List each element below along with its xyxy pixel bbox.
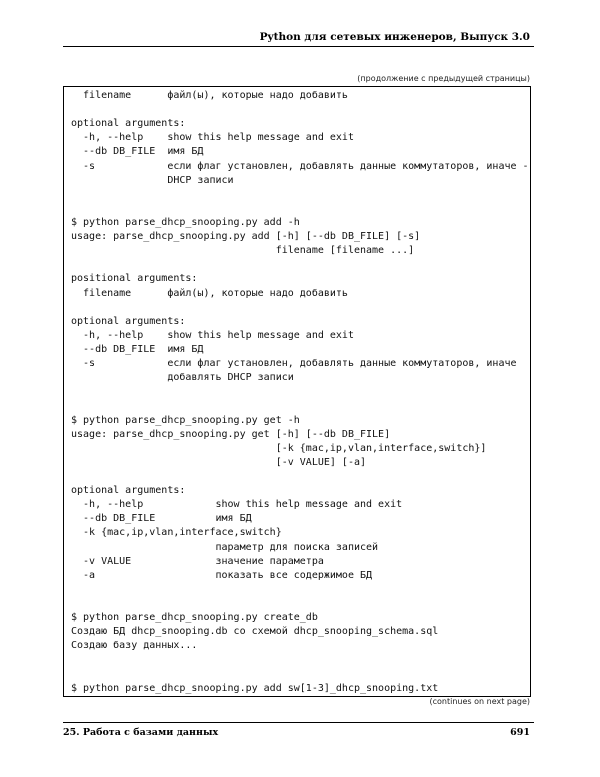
page-number: 691 — [510, 727, 530, 738]
header-rule — [63, 46, 534, 47]
code-line: --db DB_FILE имя БД — [71, 343, 204, 355]
code-line: -h, --help show this help message and exit — [71, 132, 354, 144]
code-line — [71, 202, 529, 216]
code-line — [71, 258, 529, 272]
code-line: optional arguments: — [71, 315, 186, 327]
code-line: -h, --help show this help message and exit — [71, 329, 354, 341]
code-line: добавлять DHCP записи — [71, 372, 294, 384]
code-line: -v VALUE значение параметра — [71, 555, 324, 567]
code-line: $ python parse_dhcp_snooping.py add -h — [71, 216, 300, 228]
code-line: -h, --help show this help message and exit — [71, 499, 403, 511]
code-line: filename [filename ...] — [71, 245, 415, 257]
code-line — [71, 597, 529, 611]
code-line — [71, 301, 529, 315]
code-line: usage: parse_dhcp_snooping.py add [-h] [--db DB_FILE] [-s] — [71, 231, 421, 243]
code-listing — [71, 89, 529, 696]
code-line: параметр для поиска записей — [71, 541, 379, 553]
code-line: Создаю БД dhcp_snooping.db со схемой dhcp_snooping_schema.sql — [71, 626, 439, 638]
code-line: DHCP записи — [71, 174, 234, 186]
code-line: --db DB_FILE имя БД — [71, 146, 204, 158]
footer-chapter: 25. Работа с базами данных — [63, 727, 219, 738]
code-line — [71, 103, 529, 117]
code-line — [71, 385, 529, 399]
continued-from-note: (продолжение с предыдущей страницы) — [357, 74, 530, 83]
code-line: [-v VALUE] [-a] — [71, 456, 367, 468]
continues-note: (continues on next page) — [429, 697, 530, 706]
code-line — [71, 188, 529, 202]
code-line: filename файл(ы), которые надо добавить — [71, 90, 348, 101]
code-line: [-k {mac,ip,vlan,interface,switch}] — [71, 442, 487, 454]
code-line: filename файл(ы), которые надо добавить — [71, 287, 348, 299]
code-line — [71, 470, 529, 484]
code-line — [71, 399, 529, 413]
code-line: -s если флаг установлен, добавлять данные коммутаторов, иначе — [71, 358, 517, 370]
code-line: --db DB_FILE имя БД — [71, 513, 252, 525]
code-line: positional arguments: — [71, 273, 198, 285]
code-line — [71, 667, 529, 681]
code-line: usage: parse_dhcp_snooping.py get [-h] [--db DB_FILE] — [71, 428, 391, 440]
code-line: $ python parse_dhcp_snooping.py add sw[1-3]_dhcp_snooping.txt — [71, 682, 439, 694]
code-line: $ python parse_dhcp_snooping.py get -h — [71, 414, 300, 426]
code-line: -k {mac,ip,vlan,interface,switch} — [71, 527, 282, 539]
code-line — [71, 583, 529, 597]
code-block — [63, 86, 531, 697]
code-line: optional arguments: — [71, 118, 186, 130]
code-line: optional arguments: — [71, 485, 186, 497]
code-line: Создаю базу данных... — [71, 640, 198, 652]
code-line: -s если флаг установлен, добавлять данные коммутаторов, иначе - — [71, 160, 529, 172]
footer-rule — [63, 722, 534, 723]
code-line — [71, 653, 529, 667]
running-header: Python для сетевых инженеров, Выпуск 3.0 — [259, 31, 530, 43]
code-line: -a показать все содержимое БД — [71, 569, 373, 581]
code-line: $ python parse_dhcp_snooping.py create_db — [71, 612, 318, 624]
